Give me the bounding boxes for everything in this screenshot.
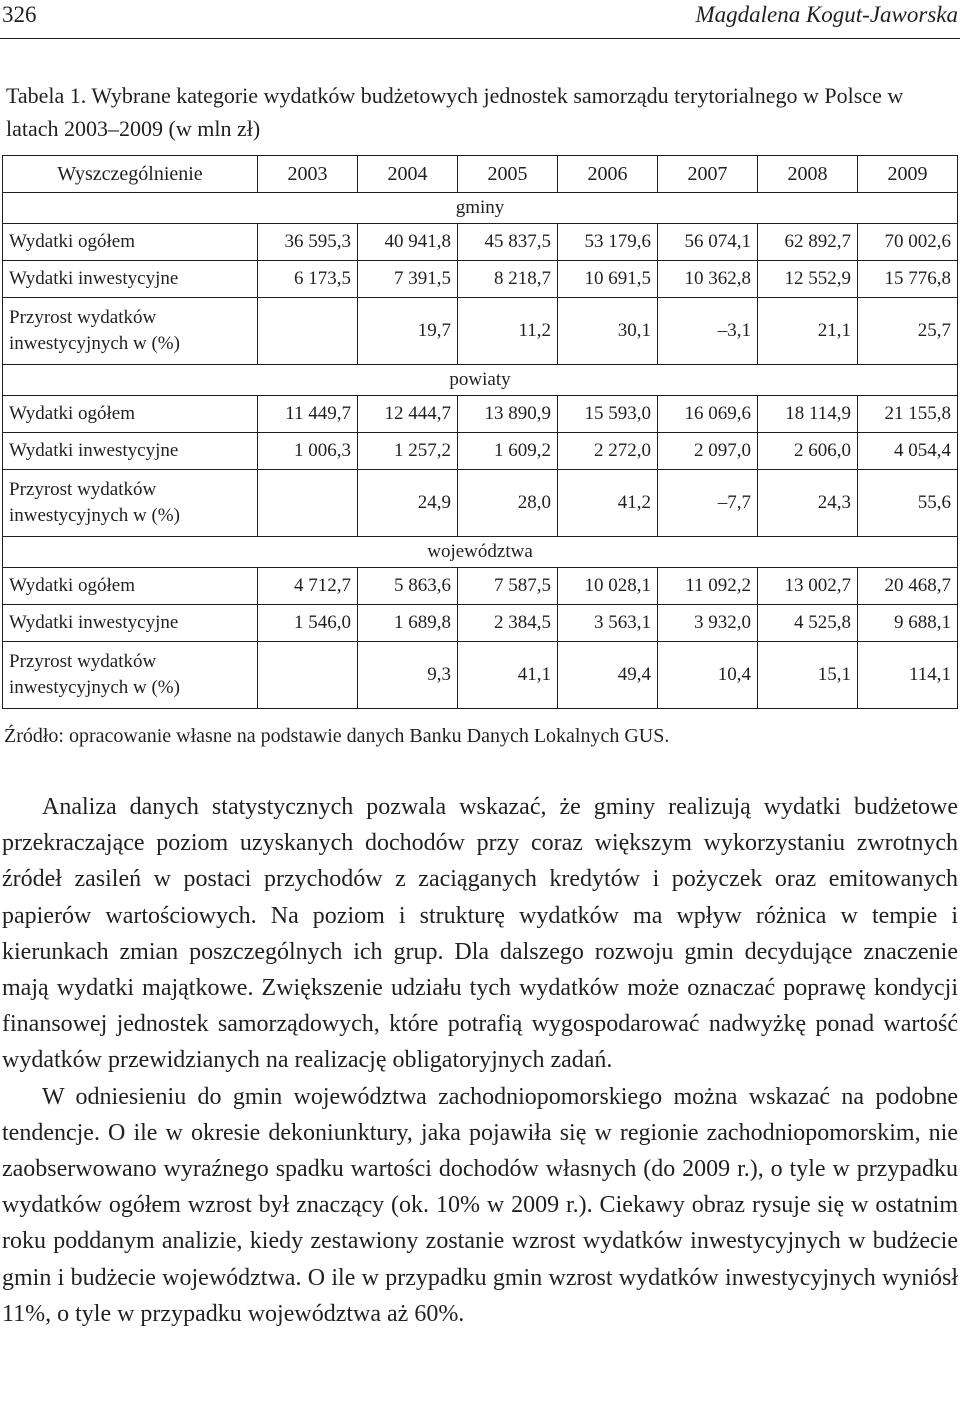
table-cell: 15,1 [758,642,858,709]
row-label: Wydatki inwestycyjne [3,261,258,298]
table-cell: 3 932,0 [658,605,758,642]
table-cell: 40 941,8 [358,224,458,261]
running-title: Magdalena Kogut-Jaworska [695,2,958,27]
table-cell: 8 218,7 [458,261,558,298]
table-cell: 36 595,3 [258,224,358,261]
table-cell: 2 272,0 [558,433,658,470]
row-label: Wydatki ogółem [3,396,258,433]
table-row [3,568,958,605]
table-cell [258,642,358,709]
table-cell: 9,3 [358,642,458,709]
table-cell: 19,7 [358,298,458,365]
section-title: województwa [3,537,958,568]
table-cell: 62 892,7 [758,224,858,261]
table-cell: 1 609,2 [458,433,558,470]
table-cell [258,298,358,365]
table-cell: 1 257,2 [358,433,458,470]
table-cell: 70 002,6 [858,224,958,261]
table-cell: 4 054,4 [858,433,958,470]
table-row [3,396,958,433]
table-row [3,642,958,709]
table-row [3,224,958,261]
section-title: gminy [3,193,958,224]
column-header: Wyszczególnienie [3,156,258,193]
table-row [3,470,958,537]
table-cell: 15 593,0 [558,396,658,433]
column-header: 2003 [258,156,358,193]
table-row [3,261,958,298]
table-cell [258,470,358,537]
table-cell: 12 444,7 [358,396,458,433]
table-cell: 25,7 [858,298,958,365]
row-label: Przyrost wydatków inwestycyjnych w (%) [3,298,258,365]
table-cell: 41,1 [458,642,558,709]
row-label: Przyrost wydatków inwestycyjnych w (%) [3,470,258,537]
column-header: 2006 [558,156,658,193]
table-cell: 5 863,6 [358,568,458,605]
table-cell: 10 028,1 [558,568,658,605]
table-cell: 114,1 [858,642,958,709]
table-cell: 4 525,8 [758,605,858,642]
row-label: Wydatki ogółem [3,568,258,605]
table-header-row [3,156,958,193]
table-cell: 15 776,8 [858,261,958,298]
table-cell: 10 362,8 [658,261,758,298]
table-cell: 7 587,5 [458,568,558,605]
table-cell: 11 449,7 [258,396,358,433]
table-cell: 41,2 [558,470,658,537]
table-cell: 13 002,7 [758,568,858,605]
table-cell: 16 069,6 [658,396,758,433]
table-cell: 9 688,1 [858,605,958,642]
column-header: 2008 [758,156,858,193]
row-label: Wydatki inwestycyjne [3,605,258,642]
table-cell: 6 173,5 [258,261,358,298]
table-cell: 45 837,5 [458,224,558,261]
table-caption: Tabela 1. Wybrane kategorie wydatków budżetowych jednostek samorządu terytorialnego w Polsce w latach 2003–2009 (w mln zł) [6,83,904,141]
row-label: Wydatki inwestycyjne [3,433,258,470]
table-cell: 1 006,3 [258,433,358,470]
table-row [3,298,958,365]
table-cell: 12 552,9 [758,261,858,298]
table-cell: 11,2 [458,298,558,365]
table-cell: 1 546,0 [258,605,358,642]
body-text [2,789,958,1332]
table-cell: 24,9 [358,470,458,537]
section-row [3,193,958,224]
table-cell: 10,4 [658,642,758,709]
page-header [0,0,960,39]
expenditure-table [2,155,958,709]
table-cell: –7,7 [658,470,758,537]
table-cell: 21 155,8 [858,396,958,433]
table-cell: 2 606,0 [758,433,858,470]
table-cell: 4 712,7 [258,568,358,605]
table-cell: 53 179,6 [558,224,658,261]
table-cell: 3 563,1 [558,605,658,642]
table-row [3,433,958,470]
section-title: powiaty [3,365,958,396]
section-row [3,537,958,568]
page-number: 326 [2,2,37,27]
table-cell: 56 074,1 [658,224,758,261]
table-cell: 20 468,7 [858,568,958,605]
table-cell: 1 689,8 [358,605,458,642]
table-cell: 2 384,5 [458,605,558,642]
table-cell: –3,1 [658,298,758,365]
table-cell: 18 114,9 [758,396,858,433]
paragraph: Analiza danych statystycznych pozwala wskazać, że gminy realizują wydatki budżetowe przekraczające poziom uzyskanych dochodów przy coraz większym wykorzystaniu zwrotnych źródeł zasileń w postaci przychodów z zaciąganych kredytów i pożyczek oraz emitowanych papierów wartościowych. Na poziom i strukturę wydatków ma wpływ różnica w tempie i kierunkach zmian poszczególnych ich grup. Dla dalszego rozwoju gmin decydujące znaczenie mają wydatki majątkowe. Zwiększenie udziału tych wydatków może oznaczać poprawę kondycji finansowej jednostek samorządowych, które potrafią wygospodarować nadwyżkę ponad wartość wydatków przewidzianych na realizację obligatoryjnych zadań. [2,794,958,1074]
column-header: 2009 [858,156,958,193]
column-header: 2004 [358,156,458,193]
section-row [3,365,958,396]
table-cell: 11 092,2 [658,568,758,605]
table-cell: 13 890,9 [458,396,558,433]
table-cell: 2 097,0 [658,433,758,470]
paragraph: W odniesieniu do gmin województwa zachodniopomorskiego można wskazać na podobne tendencje. O ile w okresie dekoniunktury, jaka pojawiła się w regionie zachodniopomorskim, nie zaobserwowano wyraźnego spadku wartości dochodów własnych (do 2009 r.), o tyle w przypadku wydatków ogółem wzrost był znaczący (ok. 10% w 2009 r.). Ciekawy obraz rysuje się w ostatnim roku poddanym analizie, kiedy zestawiony zostanie wzrost wydatków inwestycyjnych w budżecie gmin i budżecie województwa. O ile w przypadku gmin wzrost wydatków inwestycyjnych wyniósł 11%, o tyle w przypadku województwa aż 60%. [2,1083,958,1327]
column-header: 2007 [658,156,758,193]
source-note: Źródło: opracowanie własne na podstawie danych Banku Danych Lokalnych GUS. [4,725,670,747]
row-label: Wydatki ogółem [3,224,258,261]
table-cell: 7 391,5 [358,261,458,298]
table-cell: 30,1 [558,298,658,365]
table-row [3,605,958,642]
table-cell: 21,1 [758,298,858,365]
column-header: 2005 [458,156,558,193]
table-cell: 49,4 [558,642,658,709]
table-cell: 24,3 [758,470,858,537]
table-cell: 55,6 [858,470,958,537]
table-cell: 10 691,5 [558,261,658,298]
table-cell: 28,0 [458,470,558,537]
row-label: Przyrost wydatków inwestycyjnych w (%) [3,642,258,709]
